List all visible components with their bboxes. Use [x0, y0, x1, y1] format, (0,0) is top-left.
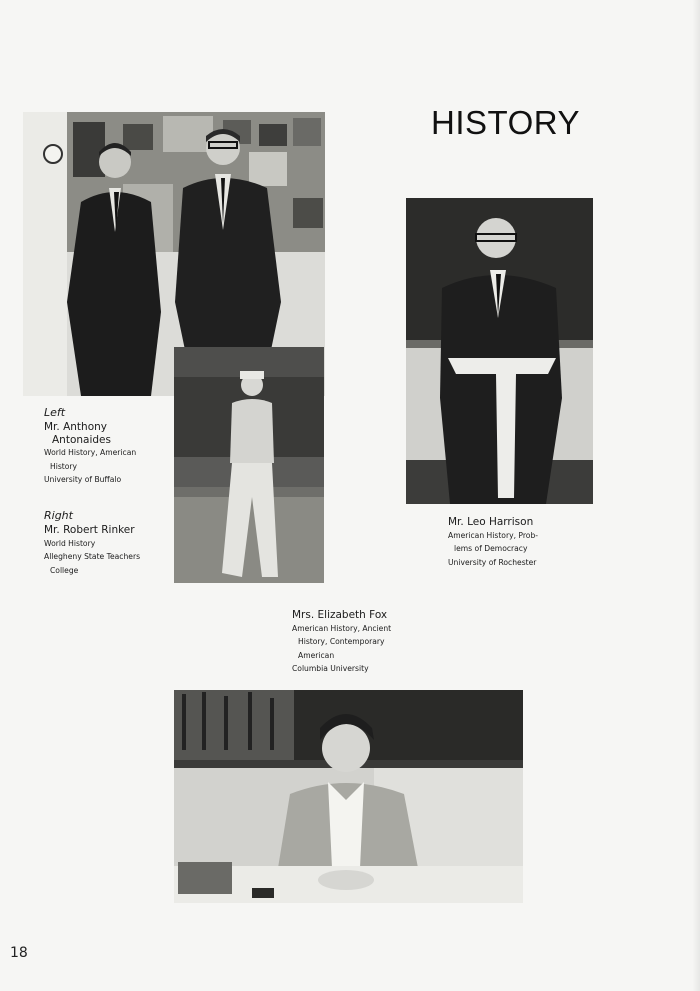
university-line: University of Rochester	[448, 557, 537, 567]
caption-harrison	[448, 516, 538, 569]
teacher-name: Mr. Leo Harrison	[448, 516, 534, 528]
subject-line: lems of Democracy	[454, 544, 528, 554]
coach-photo	[174, 347, 324, 583]
fox-photo	[174, 690, 523, 903]
page-title: HISTORY	[431, 104, 580, 141]
subject-line: American	[298, 650, 335, 660]
university-line: University of Buffalo	[44, 475, 122, 485]
page-number: 18	[10, 945, 28, 961]
caption-left	[44, 406, 136, 487]
subject-line: American History, Ancient	[292, 623, 392, 633]
caption-heading-right: Right	[44, 509, 73, 522]
teacher-name: Mr. Robert Rinker	[44, 524, 135, 537]
teacher-name: Mrs. Elizabeth Fox	[292, 609, 388, 621]
caption-heading-left: Left	[44, 406, 66, 419]
subject-line: American History, Prob-	[448, 530, 539, 540]
subject-line: World History	[44, 538, 96, 548]
university-line: Columbia University	[292, 664, 369, 674]
university-line: Allegheny State Teachers	[44, 552, 141, 562]
teacher-name-line-1: Mr. Anthony	[44, 421, 107, 434]
subject-line: History	[50, 461, 78, 471]
harrison-photo	[406, 198, 593, 504]
teacher-name-line-2: Antonaides	[52, 433, 111, 446]
page-edge-shadow	[692, 0, 700, 991]
subject-line: History, Contemporary	[298, 637, 385, 647]
subject-line: World History, American	[44, 448, 137, 458]
caption-right	[44, 509, 140, 577]
caption-fox	[292, 609, 391, 676]
university-line: College	[50, 565, 79, 575]
